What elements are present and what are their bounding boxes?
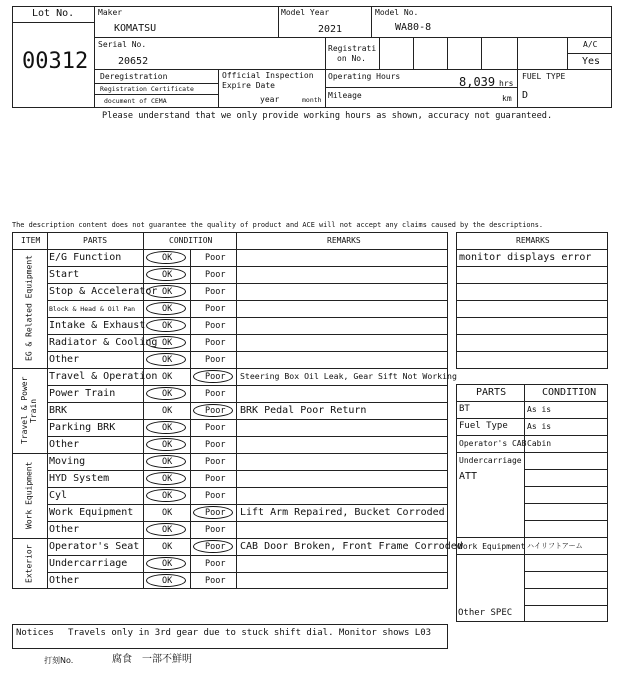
- poor-selected-marker: [193, 404, 233, 417]
- ok-selected-marker: [146, 438, 186, 451]
- fuel-type-value: D: [522, 90, 529, 101]
- ok-label: OK: [162, 321, 173, 331]
- operator-cab-label: Operator's CAB: [459, 439, 527, 448]
- part-name: Cyl: [49, 490, 68, 501]
- poor-label: Poor: [205, 270, 226, 280]
- registration-label-2: on No.: [337, 54, 366, 63]
- part-name: Intake & Exhaust: [49, 320, 146, 331]
- ok-label: OK: [162, 559, 173, 569]
- model-no-value: WA80-8: [395, 22, 432, 33]
- model-year-label: Model Year: [281, 8, 330, 17]
- part-name: Start: [49, 269, 80, 280]
- poor-label: Poor: [205, 355, 226, 365]
- part-name: HYD System: [49, 473, 110, 484]
- poor-label: Poor: [205, 423, 226, 433]
- ok-selected-marker: [146, 336, 186, 349]
- poor-label: Poor: [205, 559, 226, 569]
- serial-label: Serial No.: [98, 40, 147, 49]
- poor-label: Poor: [205, 389, 226, 399]
- part-name: Moving: [49, 456, 86, 467]
- poor-label: Poor: [205, 576, 226, 586]
- right-parts-header: PARTS: [476, 387, 507, 398]
- year-label: year: [260, 95, 280, 104]
- ok-selected-marker: [146, 421, 186, 434]
- poor-label: Poor: [205, 406, 226, 416]
- part-name: Work Equipment: [49, 507, 134, 518]
- poor-label: Poor: [205, 508, 226, 518]
- poor-selected-marker: [193, 506, 233, 519]
- ok-label: OK: [162, 440, 173, 450]
- work-equipment-spec-value: ハイリフトアーム: [527, 542, 583, 550]
- ac-label: A/C: [583, 40, 598, 49]
- fuel-type-row-label: Fuel Type: [459, 421, 508, 431]
- ok-label: OK: [162, 542, 173, 552]
- part-name: Power Train: [49, 388, 116, 399]
- ok-label: OK: [162, 372, 173, 382]
- notices-text: Travels only in 3rd gear due to stuck shift dial. Monitor shows L03: [68, 628, 432, 638]
- model-no-label: Model No.: [375, 8, 419, 17]
- right-condition-header: CONDITION: [542, 387, 597, 398]
- poor-label: Poor: [205, 474, 226, 484]
- poor-label: Poor: [205, 525, 226, 535]
- registration-label-1: Registrati: [328, 44, 377, 53]
- part-name: E/G Function: [49, 252, 122, 263]
- poor-label: Poor: [205, 287, 226, 297]
- ok-selected-marker: [146, 387, 186, 400]
- poor-label: Poor: [205, 253, 226, 263]
- ok-selected-marker: [146, 268, 186, 281]
- part-name: Undercarriage: [49, 558, 128, 569]
- item-header: ITEM: [21, 236, 41, 245]
- stamp-value: 腐食 一部不鮮明: [112, 654, 192, 665]
- month-label: month: [302, 96, 322, 104]
- ok-label: OK: [162, 508, 173, 518]
- poor-label: Poor: [205, 338, 226, 348]
- cema-document-label: document of CEMA: [104, 97, 167, 105]
- part-name: Block & Head & Oil Pan: [49, 305, 136, 313]
- condition-header: CONDITION: [169, 236, 213, 245]
- group-label: Work Equipment: [24, 461, 34, 530]
- bt-label: BT: [459, 404, 470, 414]
- fuel-type-label: FUEL TYPE: [522, 72, 566, 81]
- remark-text: Steering Box Oil Leak, Gear Sift Not Working: [240, 371, 457, 381]
- part-name: Radiator & Cooling: [49, 337, 158, 348]
- att-label: ATT: [459, 471, 478, 482]
- ok-selected-marker: [146, 251, 186, 264]
- ok-selected-marker: [146, 455, 186, 468]
- right-remarks-first-row: monitor displays error: [459, 252, 592, 263]
- ok-selected-marker: [146, 319, 186, 332]
- part-name: Other: [49, 354, 80, 365]
- ok-label: OK: [162, 457, 173, 467]
- registration-certificate-label: Registration Certificate: [100, 85, 194, 93]
- ok-selected-marker: [146, 285, 186, 298]
- operator-cab-value: Cabin: [527, 439, 552, 448]
- operating-hours-label: Operating Hours: [328, 72, 401, 81]
- part-name: Travel & Operation: [49, 371, 158, 382]
- remark-text: BRK Pedal Poor Return: [240, 405, 367, 416]
- group-label: Exterior: [24, 544, 34, 583]
- hours-disclaimer: Please understand that we only provide working hours as shown, accuracy not guaranteed.: [102, 111, 553, 121]
- operating-hours-value: 8,039: [459, 75, 496, 89]
- part-name: Other: [49, 575, 80, 586]
- poor-label: Poor: [205, 321, 226, 331]
- mileage-label: Mileage: [328, 91, 362, 100]
- part-name: Other: [49, 439, 80, 450]
- right-remarks-header: REMARKS: [516, 236, 550, 245]
- poor-label: Poor: [205, 304, 226, 314]
- group-label: Travel & Power Train: [20, 376, 38, 445]
- part-name: Parking BRK: [49, 422, 116, 433]
- km-label: km: [502, 94, 512, 103]
- inspection-label-2: Expire Date: [222, 81, 275, 90]
- ok-label: OK: [162, 355, 173, 365]
- inspection-label-1: Official Inspection: [222, 71, 314, 80]
- remarks-header: REMARKS: [327, 236, 361, 245]
- ok-label: OK: [162, 270, 173, 280]
- poor-label: Poor: [205, 542, 226, 552]
- description-disclaimer: The description content does not guarantee the quality of product and ACE will not accept any claims caused by the descriptions.: [12, 221, 544, 229]
- ok-selected-marker: [146, 557, 186, 570]
- maker-value: KOMATSU: [114, 23, 157, 34]
- lot-label: Lot No.: [32, 8, 75, 19]
- poor-label: Poor: [205, 457, 226, 467]
- ok-label: OK: [162, 406, 173, 416]
- other-spec-label: Other SPEC: [458, 608, 513, 618]
- ok-label: OK: [162, 525, 173, 535]
- model-year-value: 2021: [318, 24, 343, 35]
- remark-text: CAB Door Broken, Front Frame Corroded: [240, 541, 463, 552]
- ok-label: OK: [162, 287, 173, 297]
- ok-selected-marker: [146, 523, 186, 536]
- poor-label: Poor: [205, 372, 226, 382]
- part-name: Stop & Accelerator: [49, 286, 158, 297]
- ok-label: OK: [162, 576, 173, 586]
- ok-selected-marker: [146, 353, 186, 366]
- undercarriage-label: Undercarriage: [459, 456, 522, 465]
- serial-value: 20652: [118, 56, 149, 67]
- part-name: Other: [49, 524, 80, 535]
- lot-number: 00312: [22, 49, 89, 74]
- ok-label: OK: [162, 304, 173, 314]
- ok-label: OK: [162, 474, 173, 484]
- poor-selected-marker: [193, 540, 233, 553]
- remark-text: Lift Arm Repaired, Bucket Corroded: [240, 507, 445, 518]
- poor-label: Poor: [205, 491, 226, 501]
- ok-label: OK: [162, 389, 173, 399]
- hrs-label: hrs: [499, 79, 514, 88]
- work-equipment-spec-label: Work Equipment: [458, 542, 526, 551]
- part-name: BRK: [49, 405, 68, 416]
- ok-selected-marker: [146, 574, 186, 587]
- part-name: Operator's Seat: [49, 541, 140, 552]
- ok-selected-marker: [146, 302, 186, 315]
- deregistration-label: Deregistration: [100, 72, 168, 81]
- poor-label: Poor: [205, 440, 226, 450]
- ok-label: OK: [162, 491, 173, 501]
- maker-label: Maker: [98, 8, 123, 17]
- ok-label: OK: [162, 253, 173, 263]
- group-label: EG & Related Equipment: [24, 255, 34, 362]
- ok-label: OK: [162, 338, 173, 348]
- poor-selected-marker: [193, 370, 233, 383]
- parts-header: PARTS: [83, 236, 108, 245]
- ok-label: OK: [162, 423, 173, 433]
- fuel-type-row-value: As is: [527, 422, 552, 431]
- ok-selected-marker: [146, 489, 186, 502]
- ac-value: Yes: [582, 56, 601, 67]
- notices-label: Notices: [16, 628, 54, 638]
- ok-selected-marker: [146, 472, 186, 485]
- bt-value: As is: [527, 405, 552, 414]
- stamp-label: 打刻No.: [44, 656, 74, 665]
